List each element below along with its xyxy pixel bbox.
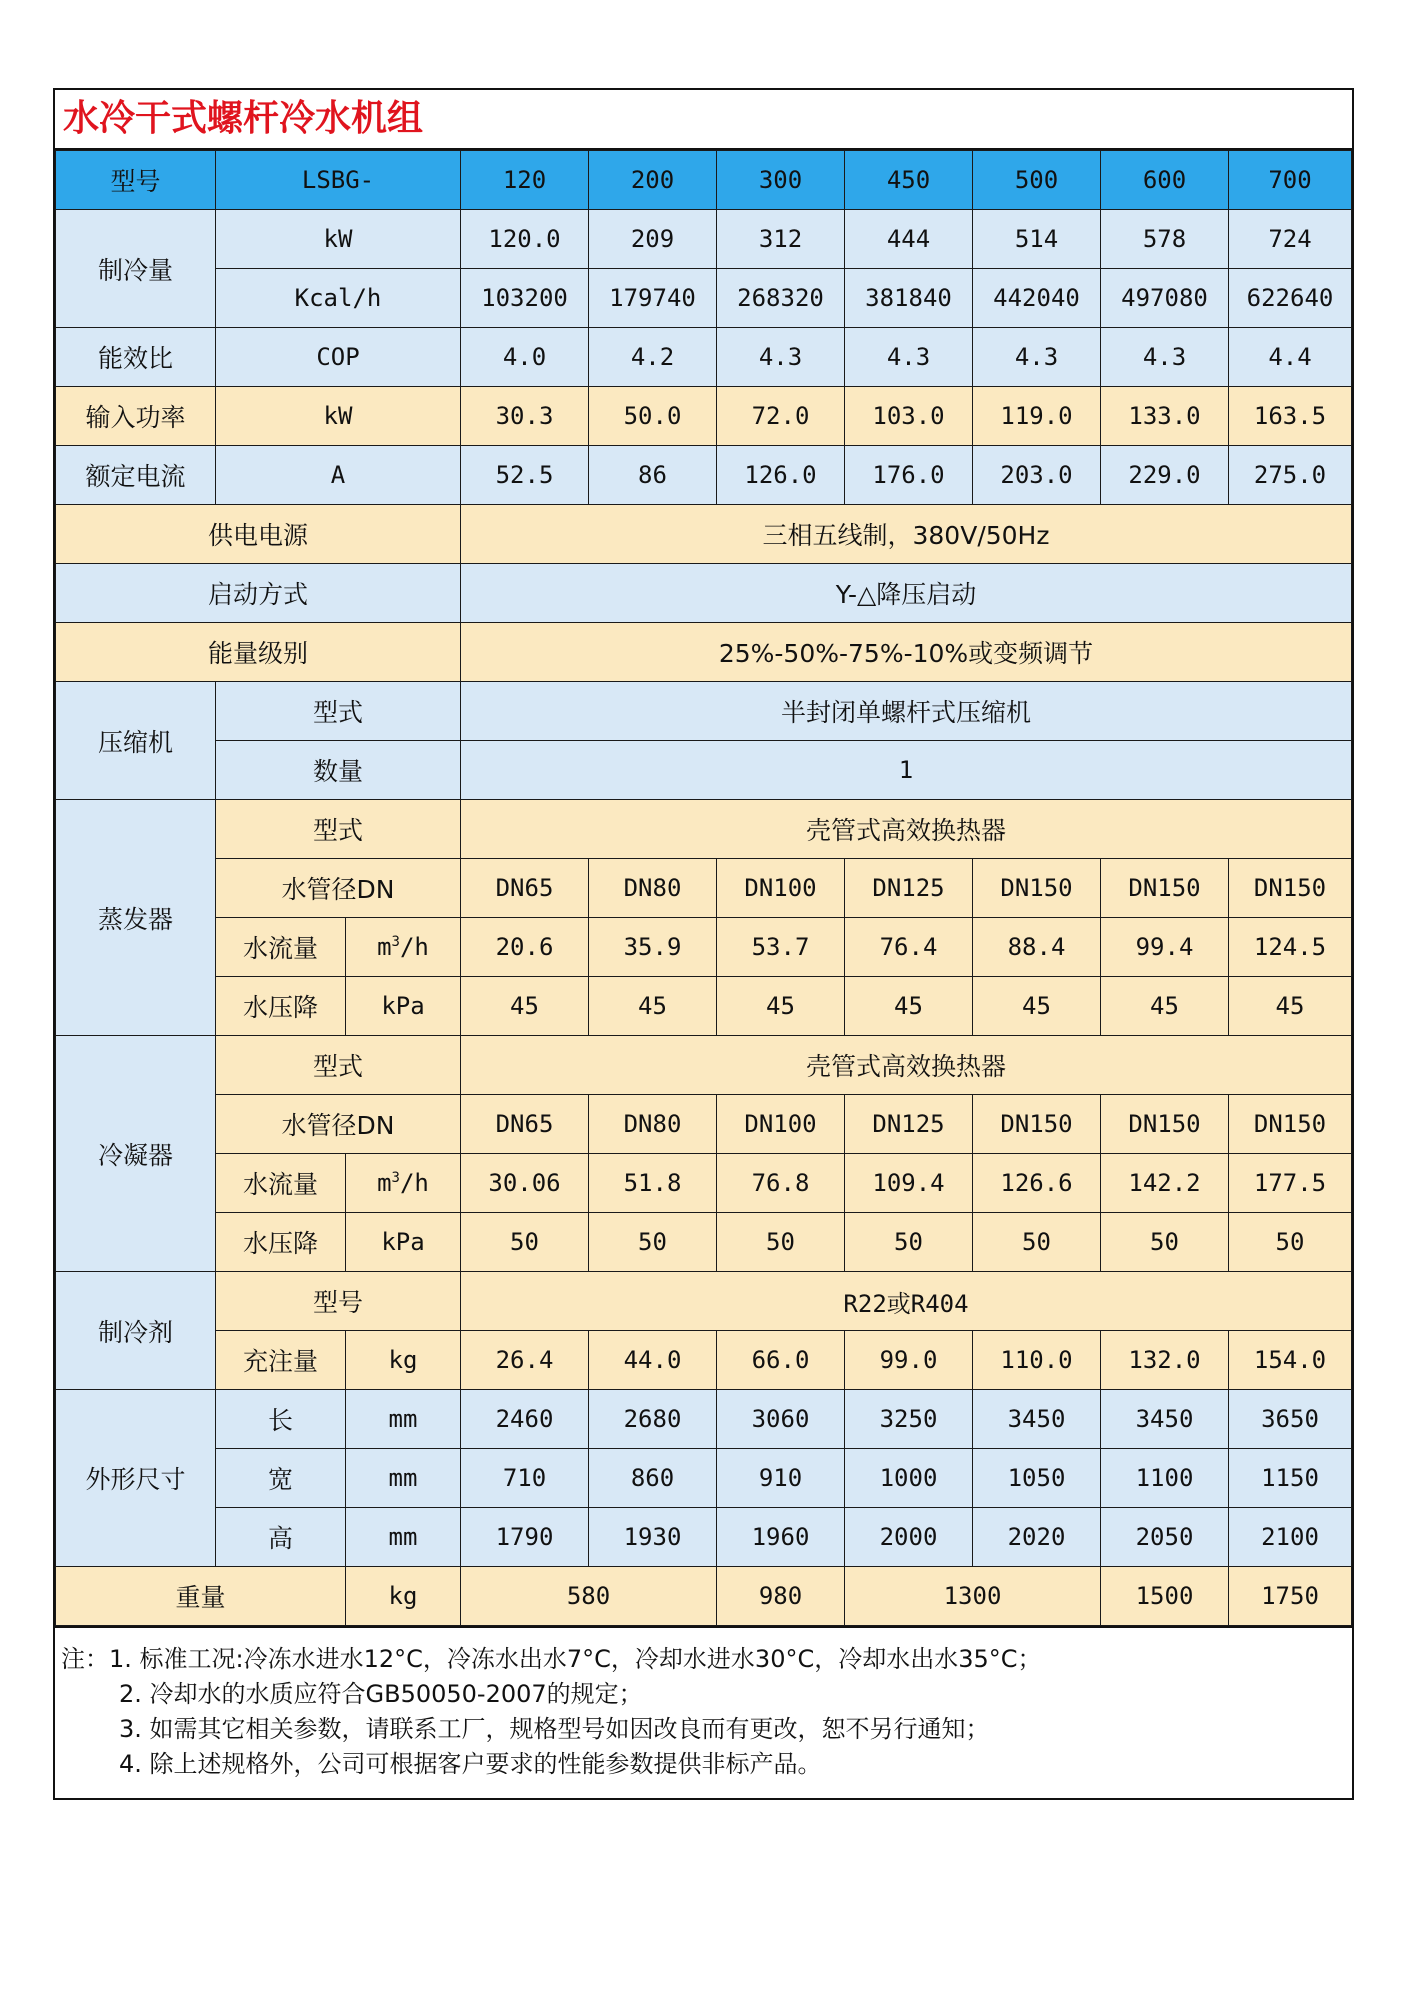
- model-label: 型号: [56, 151, 216, 210]
- refrigerant-type-row: [56, 1272, 1352, 1331]
- model-number: 700: [1229, 151, 1352, 210]
- value-cell: 514: [973, 210, 1101, 269]
- value-cell: 109.4: [845, 1154, 973, 1213]
- value-cell: 20.6: [461, 918, 589, 977]
- spec-table-body: [56, 151, 1352, 1626]
- value-cell: 2050: [1101, 1508, 1229, 1567]
- cooling-kw-row: [56, 210, 1352, 269]
- value-cell: 4.0: [461, 328, 589, 387]
- start-label: 启动方式: [56, 564, 461, 623]
- value-cell: 30.06: [461, 1154, 589, 1213]
- dimension-height-row: [56, 1508, 1352, 1567]
- unit-cell: COP: [216, 328, 461, 387]
- spec-sheet: [53, 88, 1354, 1800]
- value-cell: DN150: [973, 1095, 1101, 1154]
- unit-cell: kW: [216, 387, 461, 446]
- value-cell: 580: [461, 1567, 717, 1626]
- unit-cell: A: [216, 446, 461, 505]
- model-number: 300: [717, 151, 845, 210]
- value-cell: 44.0: [589, 1331, 717, 1390]
- unit-cell: kg: [346, 1331, 461, 1390]
- unit-cell: kPa: [346, 1213, 461, 1272]
- value-cell: 126.6: [973, 1154, 1101, 1213]
- value-cell: 1050: [973, 1449, 1101, 1508]
- value-cell: 2460: [461, 1390, 589, 1449]
- evaporator-type: 壳管式高效换热器: [461, 800, 1352, 859]
- value-cell: 86: [589, 446, 717, 505]
- value-cell: 45: [589, 977, 717, 1036]
- value-cell: 45: [717, 977, 845, 1036]
- unit-part: 3: [391, 934, 400, 950]
- model-prefix: LSBG-: [216, 151, 461, 210]
- value-cell: 103200: [461, 269, 589, 328]
- value-cell: 710: [461, 1449, 589, 1508]
- sub-label: 长: [216, 1390, 346, 1449]
- power-label: 输入功率: [56, 387, 216, 446]
- power-row: [56, 387, 1352, 446]
- value-cell: 1930: [589, 1508, 717, 1567]
- value-cell: 45: [461, 977, 589, 1036]
- value-cell: DN80: [589, 1095, 717, 1154]
- unit-cell: kW: [216, 210, 461, 269]
- value-cell: 1000: [845, 1449, 973, 1508]
- value-cell: 1790: [461, 1508, 589, 1567]
- sub-label: 水管径DN: [216, 1095, 461, 1154]
- value-cell: 2680: [589, 1390, 717, 1449]
- value-cell: 154.0: [1229, 1331, 1352, 1390]
- energy-row: [56, 623, 1352, 682]
- weight-row: [56, 1567, 1352, 1626]
- unit-part: m: [377, 933, 392, 961]
- value-cell: 4.3: [845, 328, 973, 387]
- value-cell: 209: [589, 210, 717, 269]
- value-cell: DN100: [717, 859, 845, 918]
- energy-value: 25%-50%-75%-10%或变频调节: [461, 623, 1352, 682]
- compressor-type-row: [56, 682, 1352, 741]
- cooling-kcal-row: [56, 269, 1352, 328]
- value-cell: 50: [1229, 1213, 1352, 1272]
- note-line-2: 2. 冷却水的水质应符合GB50050-2007的规定；: [119, 1680, 643, 1708]
- unit-part: /h: [399, 1169, 429, 1197]
- model-number: 600: [1101, 151, 1229, 210]
- cop-label: 能效比: [56, 328, 216, 387]
- value-cell: DN150: [1101, 1095, 1229, 1154]
- value-cell: 268320: [717, 269, 845, 328]
- value-cell: 312: [717, 210, 845, 269]
- value-cell: 88.4: [973, 918, 1101, 977]
- condenser-type-row: [56, 1036, 1352, 1095]
- value-cell: 910: [717, 1449, 845, 1508]
- value-cell: 497080: [1101, 269, 1229, 328]
- value-cell: 66.0: [717, 1331, 845, 1390]
- unit-cell: kPa: [346, 977, 461, 1036]
- value-cell: 126.0: [717, 446, 845, 505]
- value-cell: 1500: [1101, 1567, 1229, 1626]
- value-cell: DN65: [461, 859, 589, 918]
- evaporator-type-row: [56, 800, 1352, 859]
- condenser-drop-row: [56, 1213, 1352, 1272]
- sub-label: 型式: [216, 682, 461, 741]
- value-cell: 4.4: [1229, 328, 1352, 387]
- value-cell: 3650: [1229, 1390, 1352, 1449]
- sub-label: 水压降: [216, 1213, 346, 1272]
- value-cell: 177.5: [1229, 1154, 1352, 1213]
- condenser-flow-row: [56, 1154, 1352, 1213]
- value-cell: 860: [589, 1449, 717, 1508]
- value-cell: 124.5: [1229, 918, 1352, 977]
- sub-label: 数量: [216, 741, 461, 800]
- value-cell: 2100: [1229, 1508, 1352, 1567]
- unit-cell: mm: [346, 1508, 461, 1567]
- value-cell: 4.3: [973, 328, 1101, 387]
- notes-prefix: 注：: [61, 1645, 109, 1673]
- condenser-pipe-row: [56, 1095, 1352, 1154]
- sub-label: 宽: [216, 1449, 346, 1508]
- evaporator-label: 蒸发器: [56, 800, 216, 1036]
- value-cell: 50: [1101, 1213, 1229, 1272]
- compressor-qty: 1: [461, 741, 1352, 800]
- note-line-3: 3. 如需其它相关参数，请联系工厂，规格型号如因改良而有更改，恕不另行通知；: [119, 1715, 990, 1743]
- sub-label: 充注量: [216, 1331, 346, 1390]
- value-cell: 229.0: [1101, 446, 1229, 505]
- compressor-type: 半封闭单螺杆式压缩机: [461, 682, 1352, 741]
- value-cell: 76.8: [717, 1154, 845, 1213]
- evaporator-drop-row: [56, 977, 1352, 1036]
- value-cell: DN150: [1229, 859, 1352, 918]
- value-cell: 142.2: [1101, 1154, 1229, 1213]
- value-cell: 4.3: [1101, 328, 1229, 387]
- value-cell: 103.0: [845, 387, 973, 446]
- unit-part: m: [377, 1169, 392, 1197]
- start-value: Y-△降压启动: [461, 564, 1352, 623]
- value-cell: 35.9: [589, 918, 717, 977]
- value-cell: 45: [1101, 977, 1229, 1036]
- supply-row: [56, 505, 1352, 564]
- cooling-label: 制冷量: [56, 210, 216, 328]
- sub-label: 水流量: [216, 918, 346, 977]
- compressor-qty-row: [56, 741, 1352, 800]
- value-cell: 622640: [1229, 269, 1352, 328]
- value-cell: 1300: [845, 1567, 1101, 1626]
- unit-cell: mm: [346, 1449, 461, 1508]
- value-cell: DN80: [589, 859, 717, 918]
- value-cell: 381840: [845, 269, 973, 328]
- notes-block: [55, 1626, 1352, 1798]
- note-line-4: 4. 除上述规格外，公司可根据客户要求的性能参数提供非标产品。: [119, 1750, 822, 1778]
- value-cell: 444: [845, 210, 973, 269]
- value-cell: 50: [461, 1213, 589, 1272]
- value-cell: 26.4: [461, 1331, 589, 1390]
- value-cell: 724: [1229, 210, 1352, 269]
- value-cell: DN150: [1229, 1095, 1352, 1154]
- value-cell: 3450: [1101, 1390, 1229, 1449]
- condenser-type: 壳管式高效换热器: [461, 1036, 1352, 1095]
- sub-label: 型式: [216, 1036, 461, 1095]
- value-cell: 1150: [1229, 1449, 1352, 1508]
- value-cell: 3450: [973, 1390, 1101, 1449]
- value-cell: 45: [1229, 977, 1352, 1036]
- value-cell: 50: [589, 1213, 717, 1272]
- value-cell: 45: [973, 977, 1101, 1036]
- compressor-label: 压缩机: [56, 682, 216, 800]
- evaporator-flow-row: [56, 918, 1352, 977]
- value-cell: 4.3: [717, 328, 845, 387]
- value-cell: 110.0: [973, 1331, 1101, 1390]
- model-number: 200: [589, 151, 717, 210]
- sub-label: 水流量: [216, 1154, 346, 1213]
- note-line-1: 注：1. 标准工况:冷冻水进水12°C，冷冻水出水7°C，冷却水进水30°C，冷却水出水35°C；: [61, 1645, 1042, 1673]
- spec-table: [55, 150, 1352, 1626]
- value-cell: 120.0: [461, 210, 589, 269]
- value-cell: 50.0: [589, 387, 717, 446]
- sub-label: 型号: [216, 1272, 461, 1331]
- value-cell: 72.0: [717, 387, 845, 446]
- unit-cell: kg: [346, 1567, 461, 1626]
- value-cell: 50: [717, 1213, 845, 1272]
- sub-label: 水管径DN: [216, 859, 461, 918]
- value-cell: 578: [1101, 210, 1229, 269]
- supply-value: 三相五线制，380V/50Hz: [461, 505, 1352, 564]
- evaporator-pipe-row: [56, 859, 1352, 918]
- value-cell: DN150: [1101, 859, 1229, 918]
- value-cell: 179740: [589, 269, 717, 328]
- unit-cell: Kcal/h: [216, 269, 461, 328]
- current-label: 额定电流: [56, 446, 216, 505]
- value-cell: 76.4: [845, 918, 973, 977]
- value-cell: DN125: [845, 1095, 973, 1154]
- value-cell: DN150: [973, 859, 1101, 918]
- value-cell: 53.7: [717, 918, 845, 977]
- value-cell: 99.4: [1101, 918, 1229, 977]
- refrigerant-charge-row: [56, 1331, 1352, 1390]
- value-cell: 3060: [717, 1390, 845, 1449]
- dimension-width-row: [56, 1449, 1352, 1508]
- current-row: [56, 446, 1352, 505]
- weight-label: 重量: [56, 1567, 346, 1626]
- value-cell: 1100: [1101, 1449, 1229, 1508]
- value-cell: 275.0: [1229, 446, 1352, 505]
- value-cell: DN125: [845, 859, 973, 918]
- model-number: 120: [461, 151, 589, 210]
- unit-cell: [346, 918, 461, 977]
- value-cell: 163.5: [1229, 387, 1352, 446]
- value-cell: 52.5: [461, 446, 589, 505]
- value-cell: 1960: [717, 1508, 845, 1567]
- dimensions-label: 外形尺寸: [56, 1390, 216, 1567]
- value-cell: DN65: [461, 1095, 589, 1154]
- value-cell: 51.8: [589, 1154, 717, 1213]
- dimension-length-row: [56, 1390, 1352, 1449]
- unit-cell: [346, 1154, 461, 1213]
- value-cell: DN100: [717, 1095, 845, 1154]
- refrigerant-type: R22或R404: [461, 1272, 1352, 1331]
- energy-label: 能量级别: [56, 623, 461, 682]
- value-cell: 30.3: [461, 387, 589, 446]
- value-cell: 50: [973, 1213, 1101, 1272]
- condenser-label: 冷凝器: [56, 1036, 216, 1272]
- value-cell: 50: [845, 1213, 973, 1272]
- value-cell: 3250: [845, 1390, 973, 1449]
- sub-label: 型式: [216, 800, 461, 859]
- value-cell: 133.0: [1101, 387, 1229, 446]
- value-cell: 99.0: [845, 1331, 973, 1390]
- model-number: 500: [973, 151, 1101, 210]
- value-cell: 45: [845, 977, 973, 1036]
- sub-label: 水压降: [216, 977, 346, 1036]
- supply-label: 供电电源: [56, 505, 461, 564]
- cop-row: [56, 328, 1352, 387]
- value-cell: 980: [717, 1567, 845, 1626]
- value-cell: 2020: [973, 1508, 1101, 1567]
- start-row: [56, 564, 1352, 623]
- model-number: 450: [845, 151, 973, 210]
- value-cell: 132.0: [1101, 1331, 1229, 1390]
- unit-cell: mm: [346, 1390, 461, 1449]
- value-cell: 4.2: [589, 328, 717, 387]
- value-cell: 442040: [973, 269, 1101, 328]
- value-cell: 1750: [1229, 1567, 1352, 1626]
- refrigerant-label: 制冷剂: [56, 1272, 216, 1390]
- unit-part: /h: [399, 933, 429, 961]
- value-cell: 203.0: [973, 446, 1101, 505]
- header-row: [56, 151, 1352, 210]
- sub-label: 高: [216, 1508, 346, 1567]
- value-cell: 119.0: [973, 387, 1101, 446]
- sheet-title: 水冷干式螺杆冷水机组: [55, 90, 1352, 150]
- value-cell: 2000: [845, 1508, 973, 1567]
- value-cell: 176.0: [845, 446, 973, 505]
- unit-part: 3: [391, 1170, 400, 1186]
